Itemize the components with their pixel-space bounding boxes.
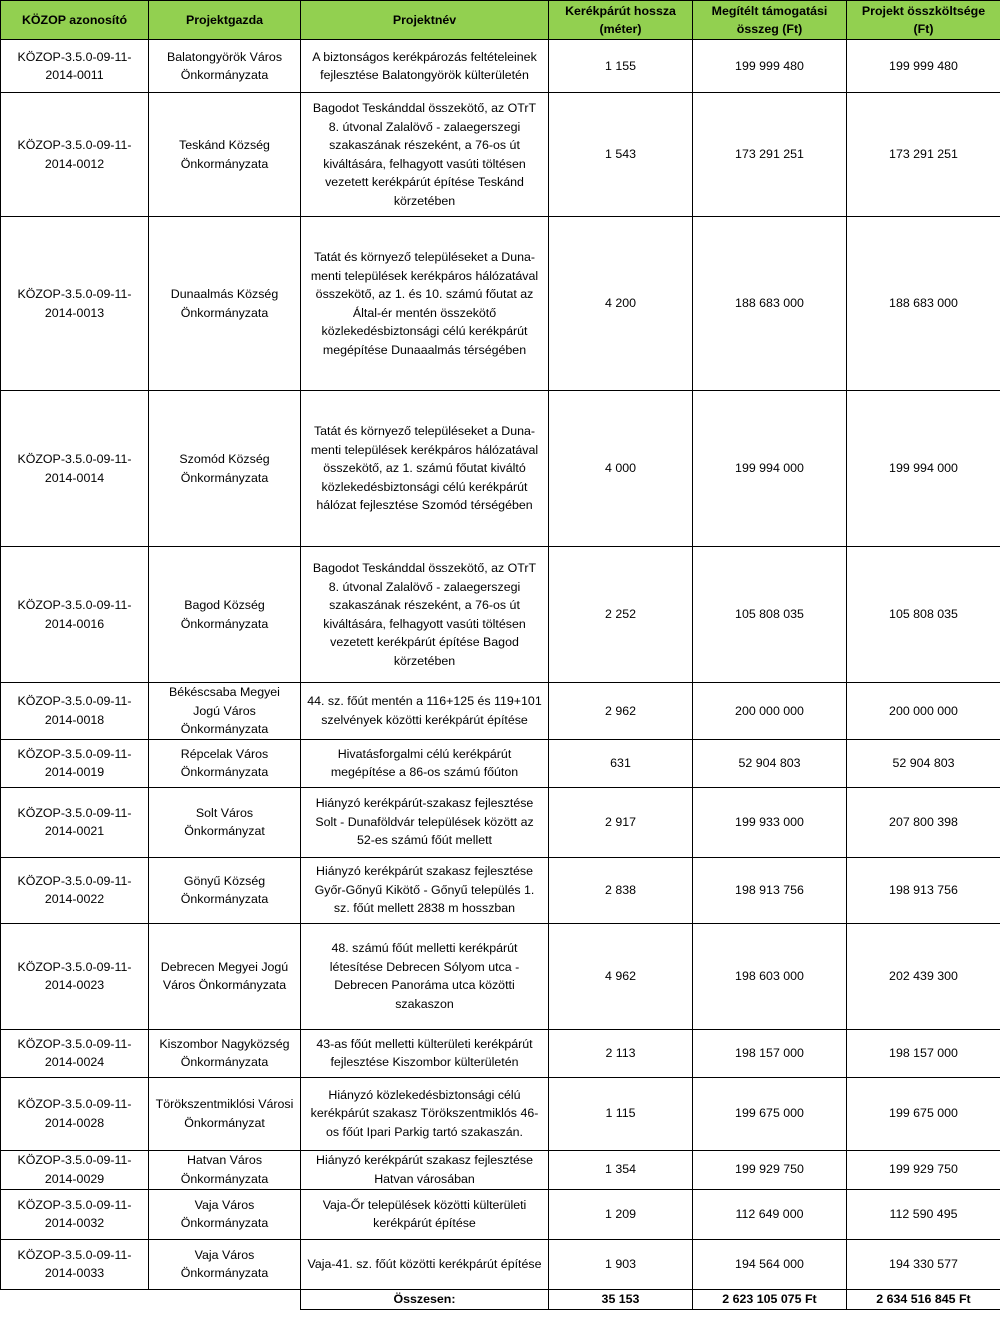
header-owner: Projektgazda	[149, 1, 301, 40]
cell-owner: Törökszentmiklósi Városi Önkormányzat	[149, 1077, 301, 1150]
cell-id: KÖZOP-3.5.0-09-11-2014-0012	[1, 93, 149, 217]
cell-project-name: A biztonságos kerékpározás feltételeinek fejlesztése Balatongyörök külterületén	[301, 40, 549, 93]
header-length: Kerékpárút hossza (méter)	[549, 1, 693, 40]
cell-length: 4 200	[549, 217, 693, 391]
cell-support: 105 808 035	[693, 547, 847, 683]
cell-total-cost: 198 913 756	[847, 857, 1000, 923]
cell-project-name: Hiányzó kerékpárút szakasz fejlesztése Győr-Gőnyű Kikötő - Gőnyű település 1. sz. főút mellett 2838 m hosszban	[301, 857, 549, 923]
cell-support: 200 000 000	[693, 683, 847, 740]
cell-length: 2 252	[549, 547, 693, 683]
header-id: KÖZOP azonosító	[1, 1, 149, 40]
table-row	[1, 739, 1000, 787]
cell-owner: Solt Város Önkormányzat	[149, 787, 301, 857]
cell-support: 199 933 000	[693, 787, 847, 857]
header-support: Megítélt támogatási összeg (Ft)	[693, 1, 847, 40]
cell-length: 4 000	[549, 391, 693, 547]
table-row	[1, 1189, 1000, 1239]
cell-length: 1 155	[549, 40, 693, 93]
cell-length: 4 962	[549, 923, 693, 1029]
cell-support: 112 649 000	[693, 1189, 847, 1239]
cell-id: KÖZOP-3.5.0-09-11-2014-0032	[1, 1189, 149, 1239]
totals-row	[1, 1289, 1000, 1309]
cell-project-name: 43-as főút melletti külterületi kerékpárút fejlesztése Kiszombor külterületén	[301, 1029, 549, 1077]
cell-owner: Vaja Város Önkormányzata	[149, 1239, 301, 1289]
cell-id: KÖZOP-3.5.0-09-11-2014-0018	[1, 683, 149, 740]
cell-support: 198 157 000	[693, 1029, 847, 1077]
cell-length: 631	[549, 739, 693, 787]
cell-total-cost: 199 675 000	[847, 1077, 1000, 1150]
cell-project-name: 44. sz. főút mentén a 116+125 és 119+101 szelvények közötti kerékpárút építése	[301, 683, 549, 740]
cell-total-cost: 173 291 251	[847, 93, 1000, 217]
cell-total-cost: 200 000 000	[847, 683, 1000, 740]
cell-project-name: Bagodot Teskánddal összekötő, az OTrT 8. útvonal Zalalövő - zalaegerszegi szakaszának részeként, a 76-os út kiváltására, felhagyott vasúti töltésen vezetett kerékpárút építése Bagod körzetében	[301, 547, 549, 683]
cell-support: 199 999 480	[693, 40, 847, 93]
cell-support: 52 904 803	[693, 739, 847, 787]
table-row	[1, 547, 1000, 683]
cell-support: 199 994 000	[693, 391, 847, 547]
cell-id: KÖZOP-3.5.0-09-11-2014-0033	[1, 1239, 149, 1289]
cell-id: KÖZOP-3.5.0-09-11-2014-0013	[1, 217, 149, 391]
table-row	[1, 683, 1000, 740]
cell-id: KÖZOP-3.5.0-09-11-2014-0016	[1, 547, 149, 683]
cell-project-name: Tatát és környező településeket a Duna-menti települések kerékpáros hálózatával összekötő, az 1. számú főutat kiváltó közlekedésbiztonsági célú kerékpárút hálózat fejlesztése Szomód térségében	[301, 391, 549, 547]
cell-total-cost: 194 330 577	[847, 1239, 1000, 1289]
cell-id: KÖZOP-3.5.0-09-11-2014-0021	[1, 787, 149, 857]
table-row	[1, 93, 1000, 217]
table-row	[1, 787, 1000, 857]
cell-owner: Dunaalmás Község Önkormányzata	[149, 217, 301, 391]
cell-total-cost: 199 994 000	[847, 391, 1000, 547]
cell-support: 198 603 000	[693, 923, 847, 1029]
cell-owner: Bagod Község Önkormányzata	[149, 547, 301, 683]
table-row	[1, 391, 1000, 547]
table-row	[1, 217, 1000, 391]
cell-length: 2 113	[549, 1029, 693, 1077]
cell-total-cost: 112 590 495	[847, 1189, 1000, 1239]
header-row	[1, 1, 1000, 40]
cell-project-name: Hiányzó kerékpárút-szakasz fejlesztése Solt - Dunaföldvár települések között az 52-es számú főút mellett	[301, 787, 549, 857]
cell-total-cost: 207 800 398	[847, 787, 1000, 857]
cell-support: 198 913 756	[693, 857, 847, 923]
totals-support: 2 623 105 075 Ft	[693, 1289, 847, 1309]
cell-id: KÖZOP-3.5.0-09-11-2014-0014	[1, 391, 149, 547]
cell-owner: Vaja Város Önkormányzata	[149, 1189, 301, 1239]
cell-project-name: Hiányzó közlekedésbiztonsági célú kerékpárút szakasz Törökszentmiklós 46-os főút Ipari Parkig tartó szakaszán.	[301, 1077, 549, 1150]
cell-support: 188 683 000	[693, 217, 847, 391]
cell-id: KÖZOP-3.5.0-09-11-2014-0011	[1, 40, 149, 93]
cell-length: 1 209	[549, 1189, 693, 1239]
cell-id: KÖZOP-3.5.0-09-11-2014-0029	[1, 1150, 149, 1189]
cell-project-name: Hiányzó kerékpárút szakasz fejlesztése Hatvan városában	[301, 1150, 549, 1189]
cell-support: 194 564 000	[693, 1239, 847, 1289]
table-row	[1, 1029, 1000, 1077]
cell-support: 173 291 251	[693, 93, 847, 217]
cell-id: KÖZOP-3.5.0-09-11-2014-0024	[1, 1029, 149, 1077]
cell-owner: Hatvan Város Önkormányzata	[149, 1150, 301, 1189]
cell-owner: Békéscsaba Megyei Jogú Város Önkormányzata	[149, 683, 301, 740]
cell-length: 1 543	[549, 93, 693, 217]
cell-owner: Teskánd Község Önkormányzata	[149, 93, 301, 217]
cell-project-name: Hivatásforgalmi célú kerékpárút megépítése a 86-os számú főúton	[301, 739, 549, 787]
cell-owner: Szomód Község Önkormányzata	[149, 391, 301, 547]
cell-length: 1 354	[549, 1150, 693, 1189]
table-body	[1, 40, 1000, 1310]
cell-owner: Répcelak Város Önkormányzata	[149, 739, 301, 787]
table-row	[1, 40, 1000, 93]
cell-total-cost: 202 439 300	[847, 923, 1000, 1029]
cell-owner: Debrecen Megyei Jogú Város Önkormányzata	[149, 923, 301, 1029]
cell-length: 2 838	[549, 857, 693, 923]
cell-total-cost: 199 929 750	[847, 1150, 1000, 1189]
cell-owner: Gönyű Község Önkormányzata	[149, 857, 301, 923]
cell-owner: Balatongyörök Város Önkormányzata	[149, 40, 301, 93]
cell-length: 2 962	[549, 683, 693, 740]
header-name: Projektnév	[301, 1, 549, 40]
cell-project-name: Vaja-Őr települések közötti külterületi kerékpárút építése	[301, 1189, 549, 1239]
cell-project-name: Vaja-41. sz. főút közötti kerékpárút építése	[301, 1239, 549, 1289]
totals-label: Összesen:	[301, 1289, 549, 1309]
cell-id: KÖZOP-3.5.0-09-11-2014-0023	[1, 923, 149, 1029]
table-row	[1, 923, 1000, 1029]
cell-length: 2 917	[549, 787, 693, 857]
cell-length: 1 903	[549, 1239, 693, 1289]
cell-id: KÖZOP-3.5.0-09-11-2014-0019	[1, 739, 149, 787]
cell-support: 199 675 000	[693, 1077, 847, 1150]
table-row	[1, 1077, 1000, 1150]
cell-project-name: Tatát és környező településeket a Duna-menti települések kerékpáros hálózatával összekötő, az 1. és 10. számú főutat az Által-ér mentén összekötő közlekedésbiztonsági célú kerékpárút megépítése Dunaaalmás térségében	[301, 217, 549, 391]
header-total-cost: Projekt összköltsége (Ft)	[847, 1, 1000, 40]
totals-spacer	[1, 1289, 301, 1309]
cell-total-cost: 52 904 803	[847, 739, 1000, 787]
cell-total-cost: 198 157 000	[847, 1029, 1000, 1077]
cell-length: 1 115	[549, 1077, 693, 1150]
totals-total-cost: 2 634 516 845 Ft	[847, 1289, 1000, 1309]
table-row	[1, 857, 1000, 923]
cell-id: KÖZOP-3.5.0-09-11-2014-0028	[1, 1077, 149, 1150]
totals-length: 35 153	[549, 1289, 693, 1309]
cell-total-cost: 199 999 480	[847, 40, 1000, 93]
cell-total-cost: 105 808 035	[847, 547, 1000, 683]
cell-id: KÖZOP-3.5.0-09-11-2014-0022	[1, 857, 149, 923]
table-row	[1, 1239, 1000, 1289]
cell-project-name: 48. számú főút melletti kerékpárút létesítése Debrecen Sólyom utca - Debrecen Panoráma utca közötti szakaszon	[301, 923, 549, 1029]
cell-project-name: Bagodot Teskánddal összekötő, az OTrT 8. útvonal Zalalövő - zalaegerszegi szakaszának részeként, a 76-os út kiváltására, felhagyott vasúti töltésen vezetett kerékpárút építése Teskánd körzetében	[301, 93, 549, 217]
table-row	[1, 1150, 1000, 1189]
cell-support: 199 929 750	[693, 1150, 847, 1189]
cell-owner: Kiszombor Nagyközség Önkormányzata	[149, 1029, 301, 1077]
cell-total-cost: 188 683 000	[847, 217, 1000, 391]
